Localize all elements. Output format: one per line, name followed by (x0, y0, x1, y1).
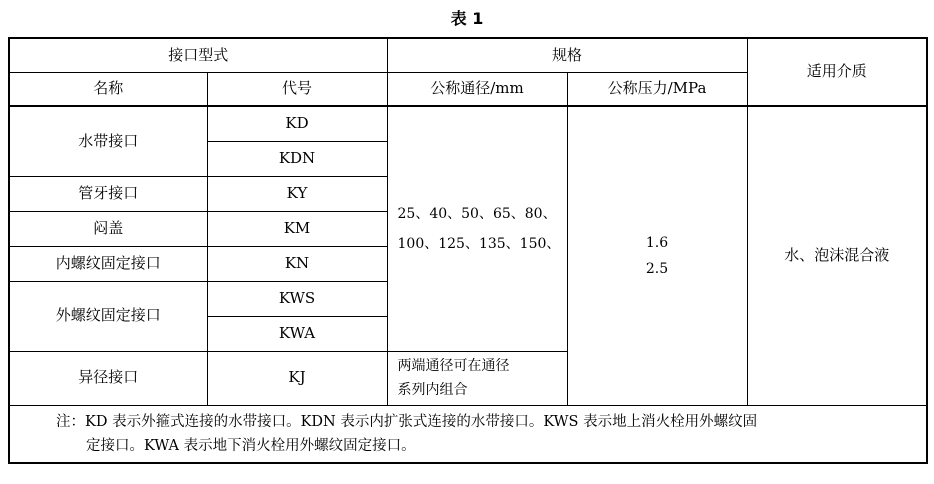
table-note (9, 405, 927, 463)
row-name-internal: 内螺纹固定接口 (9, 246, 207, 281)
row-name-external: 外螺纹固定接口 (9, 281, 207, 351)
pressure-2: 2.5 (645, 260, 669, 277)
row-code-kwa: KWA (207, 316, 387, 351)
row-code-kn: KN (207, 246, 387, 281)
nominal-pressure-values (567, 106, 747, 405)
row-name-reducer: 异径接口 (9, 351, 207, 405)
interface-spec-table (8, 37, 928, 464)
row-name-hose: 水带接口 (9, 106, 207, 176)
row-code-kj: KJ (207, 351, 387, 405)
row-code-kd: KD (207, 106, 387, 141)
header-medium: 适用介质 (747, 38, 927, 106)
pressure-1: 1.6 (645, 234, 669, 251)
sizes-line-1: 25、40、50、65、80、 (397, 205, 557, 222)
header-code: 代号 (207, 72, 387, 106)
reducer-diameter-note (387, 351, 567, 405)
note-line-1: 注：KD 表示外箍式连接的水带接口。KDN 表示内扩张式连接的水带接口。KWS 表示地上消火栓用外螺纹固 (56, 413, 758, 430)
reducer-line-2: 系列内组合 (397, 382, 468, 398)
row-name-cap: 闷盖 (9, 211, 207, 246)
row-code-ky: KY (207, 176, 387, 211)
sizes-line-2: 100、125、135、150、 (397, 235, 561, 252)
medium-value: 水、泡沫混合液 (747, 106, 927, 405)
row-code-km: KM (207, 211, 387, 246)
reducer-line-1: 两端通径可在通径 (397, 358, 510, 374)
header-name: 名称 (9, 72, 207, 106)
row-name-pipe: 管牙接口 (9, 176, 207, 211)
row-code-kdn: KDN (207, 141, 387, 176)
note-line-2: 定接口。KWA 表示地下消火栓用外螺纹固定接口。 (86, 437, 416, 454)
row-code-kws: KWS (207, 281, 387, 316)
header-nominal-diameter: 公称通径/mm (387, 72, 567, 106)
nominal-diameter-values (387, 106, 567, 351)
table-title: 表 1 (450, 9, 484, 28)
header-nominal-pressure: 公称压力/MPa (567, 72, 747, 106)
header-interface-type: 接口型式 (9, 38, 387, 72)
header-spec: 规格 (387, 38, 747, 72)
